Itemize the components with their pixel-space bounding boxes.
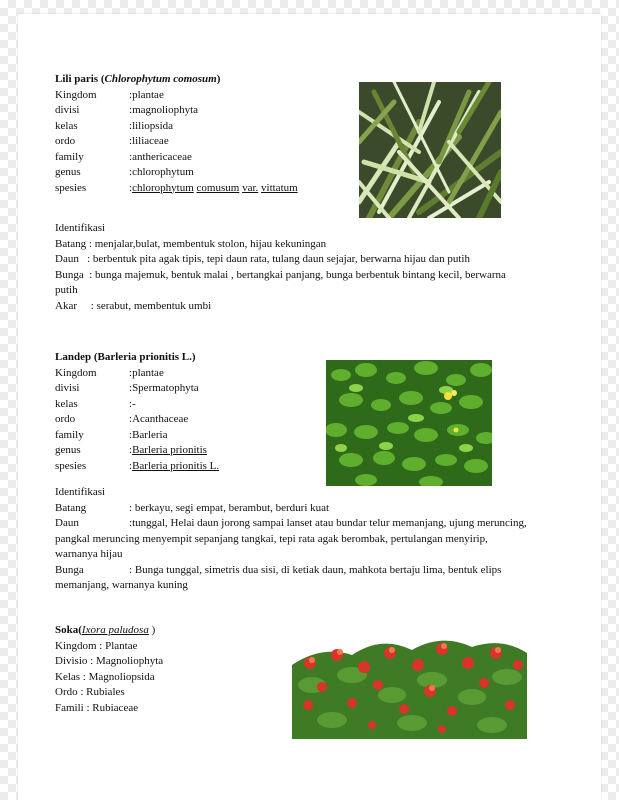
identification-row: Daun : berbentuk pita agak tipis, tepi daun rata, tulang daun sejajar, berwarna hijau dan putih <box>55 253 470 265</box>
section-heading: Soka(Ixora paludosa ) <box>55 624 156 636</box>
taxonomy-row: Kingdom : plantae <box>55 88 164 101</box>
taxonomy-row: spesies : Barleria prionitis L. <box>55 459 220 472</box>
section-heading: Landep (Barleria prionitis L.) <box>55 351 196 363</box>
section-soka <box>55 623 163 716</box>
taxonomy-list <box>55 88 298 197</box>
taxonomy-row: Ordo : Rubiales <box>55 686 125 698</box>
taxonomy-row: Famili : Rubiaceae <box>55 701 139 714</box>
identification-lili-paris <box>55 221 530 314</box>
taxonomy-row: divisi : Spermatophyta <box>55 382 199 394</box>
taxonomy-row: Kingdom : Plantae <box>55 639 138 652</box>
identification-row: Bunga : Bunga tunggal, simetris dua sisi, di ketiak daun, mahkota bertaju lima, bentuk elips memanjang, warnanya kuning <box>55 563 502 591</box>
taxonomy-row: genus : chlorophytum <box>55 166 194 178</box>
taxonomy-row: family : Barleria <box>55 428 168 441</box>
identification-row: Bunga : bunga majemuk, bentuk malai , bertangkai panjang, bunga berbentuk bintang kecil, berwarna putih <box>55 268 506 296</box>
taxonomy-list <box>55 366 219 475</box>
identification-row: Akar : serabut, membentuk umbi <box>55 299 212 312</box>
taxonomy-row: divisi : magnoliophyta <box>55 104 199 116</box>
barleria-plant-photo <box>326 360 492 486</box>
taxonomy-row: Kelas : Magnoliopsida <box>55 670 155 683</box>
section-landep <box>55 350 219 474</box>
identification-row: Batang : berkayu, segi empat, berambut, berduri kuat <box>55 501 330 514</box>
taxonomy-row: kelas : liliopsida <box>55 119 174 132</box>
identification-row: Batang : menjalar,bulat, membentuk stolon, hijau kekuningan <box>55 237 327 250</box>
taxonomy-row: Divisio : Magnoliophyta <box>55 655 164 667</box>
taxonomy-row: family : anthericaceae <box>55 150 192 163</box>
ixora-hedge-photo <box>292 625 527 739</box>
taxonomy-row: Kingdom : plantae <box>55 366 164 379</box>
identification-title: Identifikasi <box>55 222 106 234</box>
identification-landep <box>55 485 530 594</box>
identification-row: Daun :tunggal, Helai daun jorong sampai lanset atau bundar telur memanjang, ujung meruncing, pangkal meruncing menyempit sepanjang tangkai, tepi rata agak berombak, pertulangan menyirip, warnanya hijau <box>55 517 527 560</box>
taxonomy-row: kelas : - <box>55 397 136 410</box>
spider-plant-photo <box>359 82 501 218</box>
taxonomy-row: ordo : Acanthaceae <box>55 413 189 425</box>
section-lili-paris <box>55 72 298 196</box>
identification-title: Identifikasi <box>55 486 106 498</box>
taxonomy-row: genus : Barleria prionitis <box>55 444 207 456</box>
taxonomy-row: spesies : chlorophytum comusum var. vittatum <box>55 181 298 194</box>
taxonomy-row: ordo : liliaceae <box>55 135 169 147</box>
section-heading: Lili paris (Chlorophytum comosum) <box>55 73 221 85</box>
